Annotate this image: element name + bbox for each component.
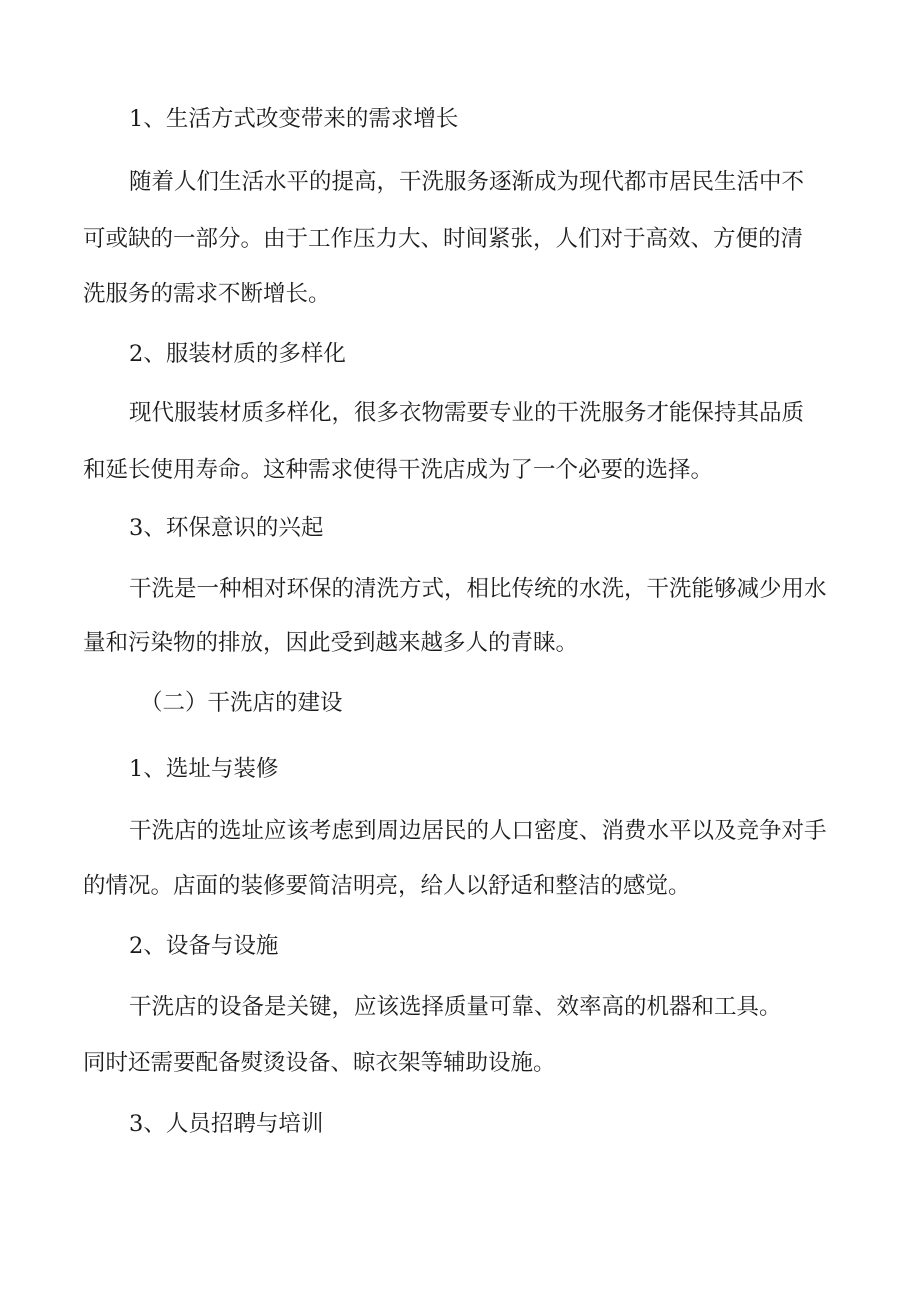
paragraph-line: 可或缺的一部分。由于工作压力大、时间紧张，人们对于高效、方便的清 — [83, 226, 804, 252]
paragraph-line: 的情况。店面的装修要简洁明亮，给人以舒适和整洁的感觉。 — [83, 873, 691, 899]
paragraph-line: 同时还需要配备熨烫设备、晾衣架等辅助设施。 — [83, 1050, 556, 1076]
paragraph-line: 干洗店的设备是关键，应该选择质量可靠、效率高的机器和工具。 — [129, 994, 782, 1020]
heading-material-diversity: 2、服装材质的多样化 — [129, 341, 346, 367]
paragraph-line: 干洗是一种相对环保的清洗方式，相比传统的水洗，干洗能够减少用水 — [129, 576, 827, 602]
paragraph-line: 洗服务的需求不断增长。 — [83, 281, 331, 307]
heading-recruitment-training: 3、人员招聘与培训 — [129, 1111, 324, 1137]
paragraph-line: 现代服装材质多样化，很多衣物需要专业的干洗服务才能保持其品质 — [129, 400, 805, 426]
heading-lifestyle-demand: 1、生活方式改变带来的需求增长 — [129, 106, 459, 132]
paragraph-line: 量和污染物的排放，因此受到越来越多人的青睐。 — [83, 630, 579, 656]
paragraph-line: 和延长使用寿命。这种需求使得干洗店成为了一个必要的选择。 — [83, 457, 714, 483]
heading-eco-awareness: 3、环保意识的兴起 — [129, 515, 324, 541]
heading-store-construction: （二）干洗店的建设 — [140, 690, 343, 716]
paragraph-line: 随着人们生活水平的提高，干洗服务逐渐成为现代都市居民生活中不 — [129, 169, 805, 195]
heading-equipment-facilities: 2、设备与设施 — [129, 933, 279, 959]
heading-site-decoration: 1、选址与装修 — [129, 756, 279, 782]
paragraph-line: 干洗店的选址应该考虑到周边居民的人口密度、消费水平以及竞争对手 — [129, 818, 827, 844]
